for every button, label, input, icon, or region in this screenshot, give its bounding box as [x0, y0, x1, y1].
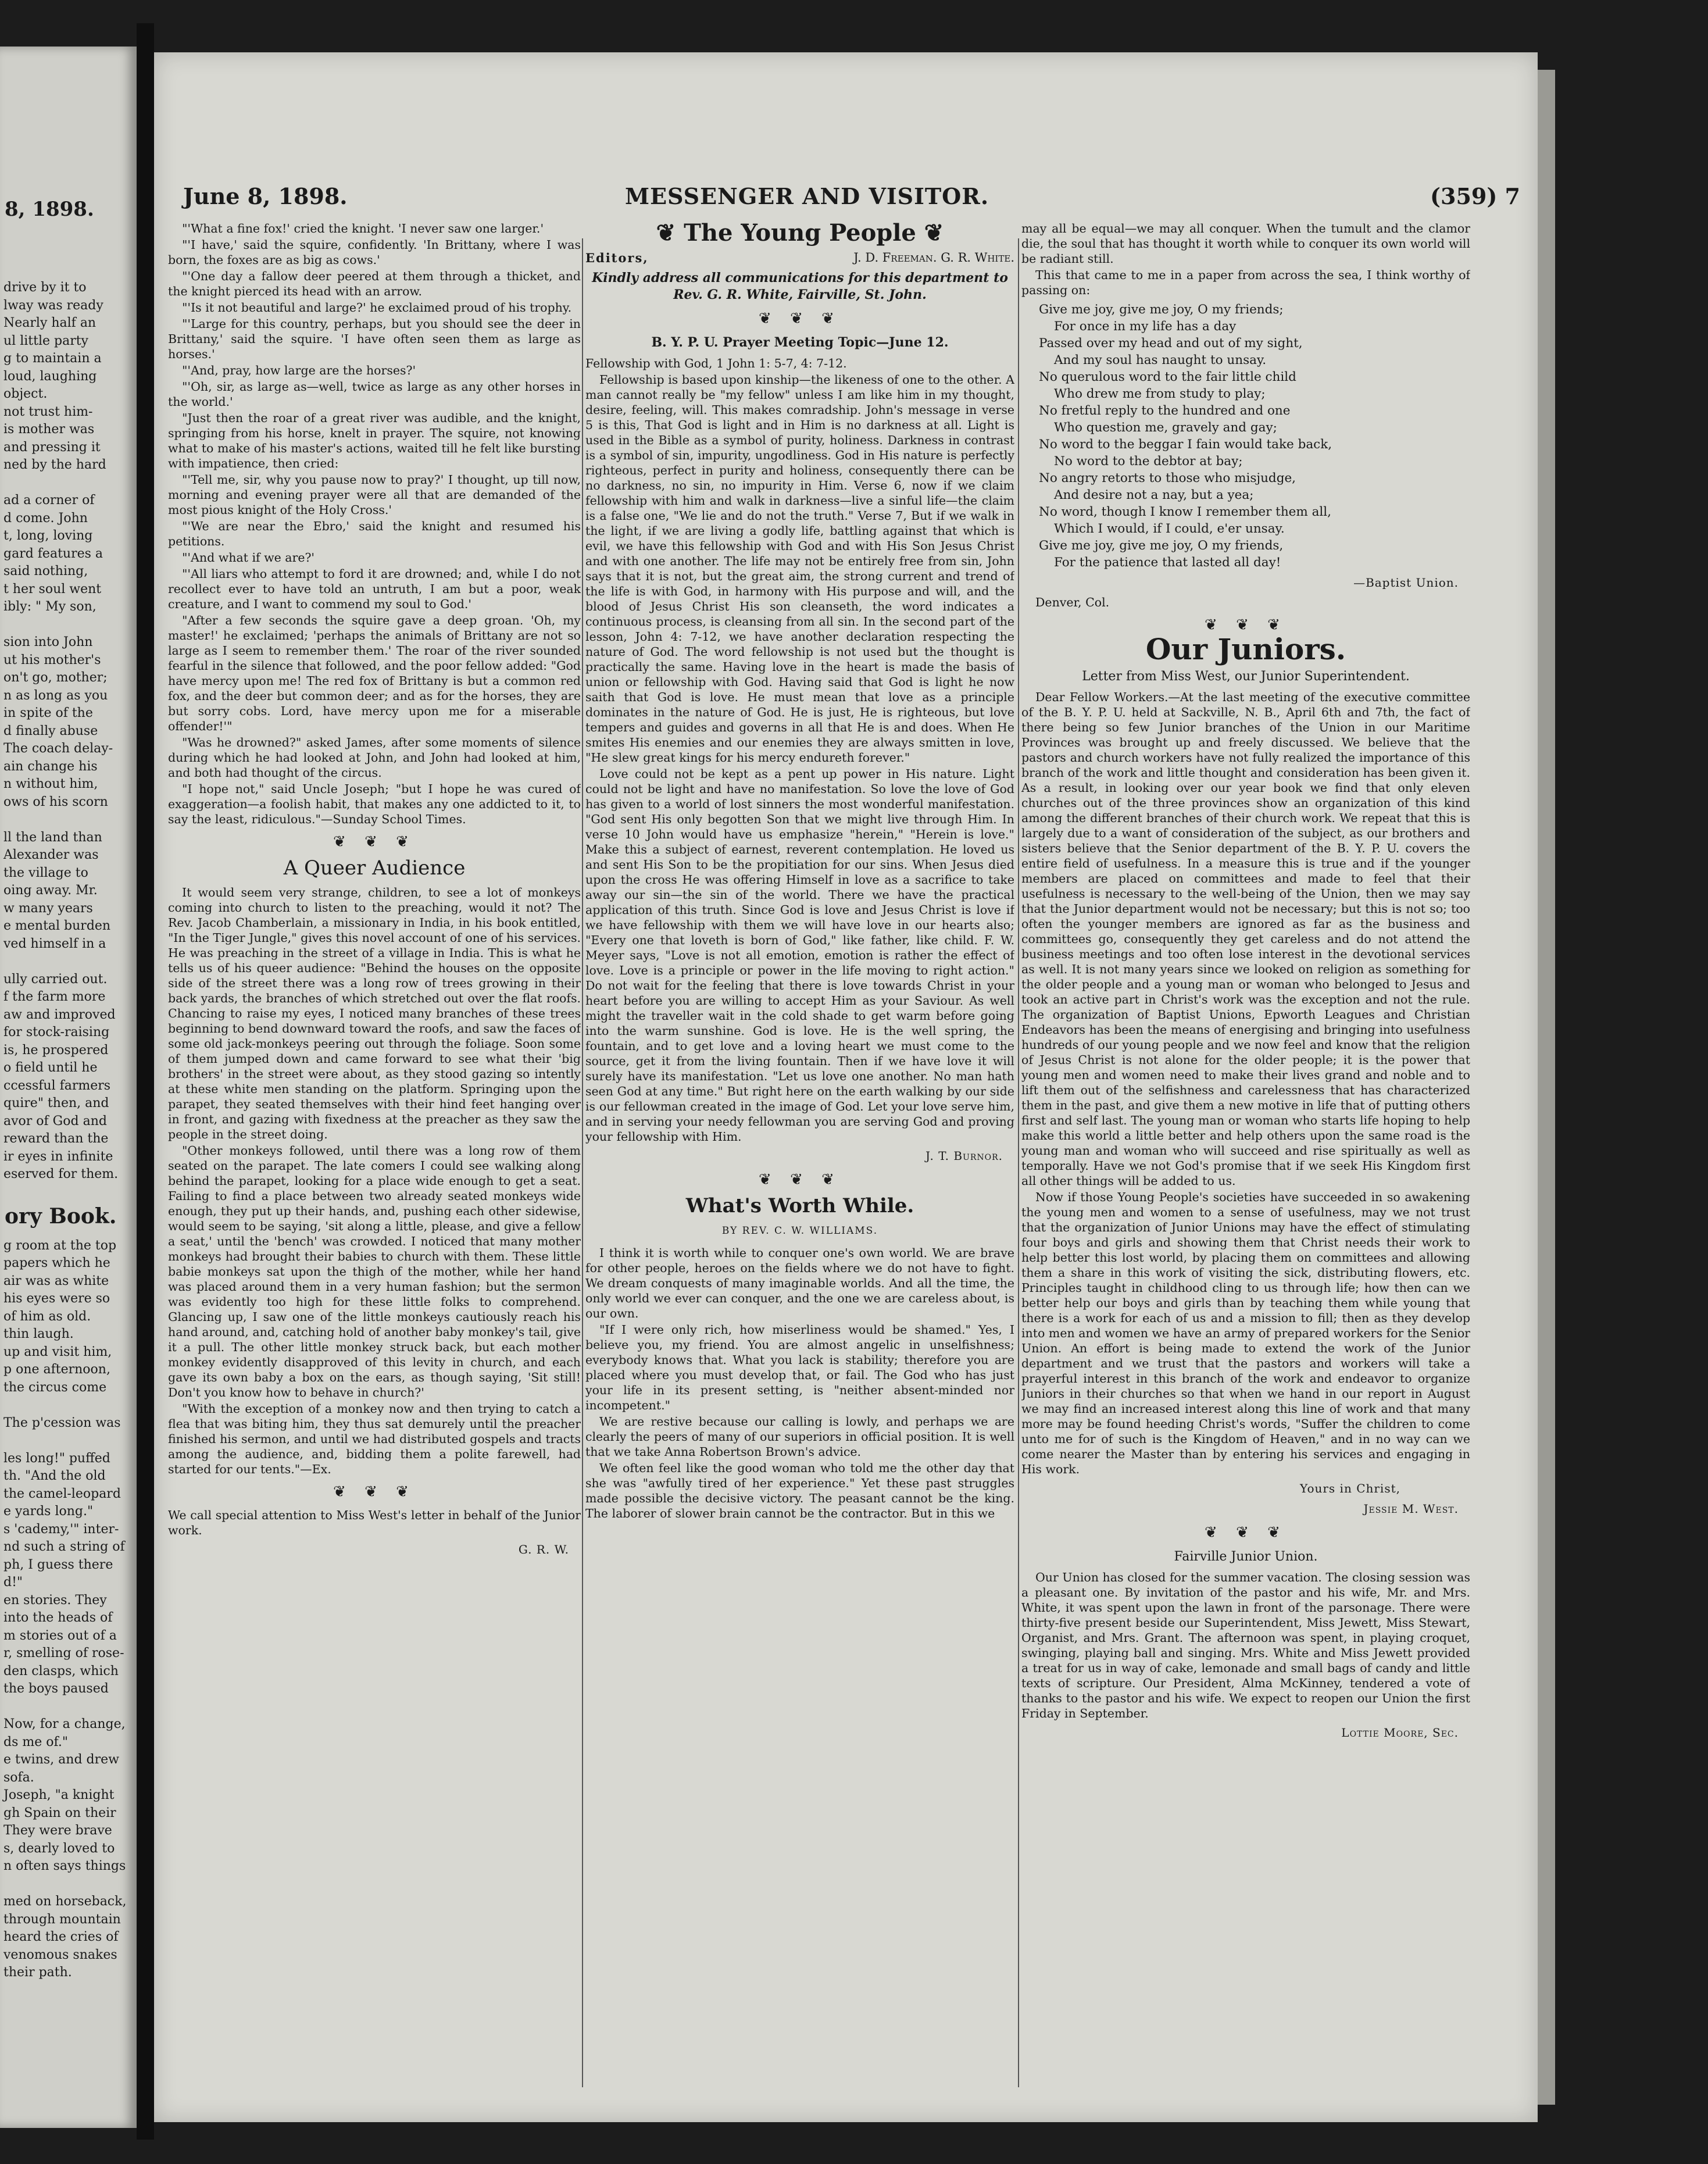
- closing-note: We call special attention to Miss West's letter in behalf of the Junior work.: [168, 1508, 581, 1537]
- text-line: w many years: [3, 901, 93, 916]
- closing-signature: G. R. W.: [518, 1542, 569, 1556]
- text-line: m stories out of a: [3, 1628, 117, 1643]
- young-people-section-title: ❦ The Young People ❦: [656, 221, 944, 247]
- paragraph: "If I were only rich, how miserliness would be shamed." Yes, I believe you, my friend. You are almost angelic in unselfishness; everybody knows that. What you lack is stability; therefore you are placed where you must develop that, or fail. The God who has just your life in its present setting, is "neither absent-minded nor incompetent.": [585, 1323, 1014, 1412]
- column-rule-1: [582, 238, 583, 2087]
- prayer-topic-article: [585, 372, 1014, 1144]
- text-line: r, smelling of rose-: [3, 1646, 124, 1661]
- text-line: e mental burden: [3, 919, 111, 933]
- paragraph: "'And what if we are?': [182, 551, 315, 565]
- poem-line: Give me joy, give me joy, O my friends;: [1039, 302, 1284, 317]
- text-line: o field until he: [3, 1060, 98, 1075]
- editors-label: Editors,: [585, 251, 649, 265]
- text-line: loud, laughing: [3, 369, 97, 384]
- text-line: through mountain: [3, 1912, 121, 1927]
- text-line: venomous snakes: [3, 1947, 117, 1962]
- text-line: ut his mother's: [3, 652, 101, 667]
- text-line: up and visit him,: [3, 1344, 112, 1359]
- text-line: is mother was: [3, 422, 95, 437]
- text-line: d come. John: [3, 510, 88, 526]
- poem-line: For the patience that lasted all day!: [1054, 555, 1281, 570]
- text-line: [0, 1432, 137, 1450]
- text-line: heard the cries of: [3, 1930, 119, 1944]
- text-line: den clasps, which: [3, 1663, 119, 1679]
- text-line: ully carried out.: [3, 972, 108, 987]
- text-line: en stories. They: [3, 1592, 107, 1608]
- address-note: Kindly address all communications for this department to Rev. G. R. White, Fairville, St. John.: [592, 270, 1008, 302]
- text-line: g to maintain a: [3, 351, 102, 366]
- paragraph: We often feel like the good woman who told me the other day that she was "awfully tired of her experience." Yet these past struggles made possible the decisive victory. The peasant cannot be the king. The laborer of slower brain cannot be the contractor. But in this we: [585, 1461, 1014, 1520]
- text-line: ul little party: [3, 333, 88, 348]
- column-3: [1021, 221, 1470, 2116]
- paragraph: "'And, pray, how large are the horses?': [182, 363, 416, 377]
- text-line: sofa.: [3, 1770, 34, 1785]
- text-line: [0, 1397, 137, 1415]
- text-line: s 'cademy,'" inter-: [3, 1522, 119, 1537]
- poem-line: And desire not a nay, but a yea;: [1054, 488, 1254, 502]
- dingbat-ornament: ❦ ❦ ❦: [1205, 616, 1287, 634]
- text-line: e twins, and drew: [3, 1752, 119, 1767]
- text-line: ds me of.": [3, 1734, 68, 1749]
- left-page-header: 8, 1898.: [5, 198, 94, 221]
- text-line: oing away. Mr.: [3, 883, 98, 898]
- letter-closing: Yours in Christ,: [1299, 1481, 1400, 1495]
- text-line: is, he prospered: [3, 1042, 109, 1058]
- text-line: in spite of the: [3, 706, 93, 720]
- fairville-title: Fairville Junior Union.: [1174, 1549, 1318, 1564]
- text-line: ad a corner of: [3, 493, 95, 508]
- page-edge: [1538, 70, 1555, 2105]
- text-line: gh Spain on their: [3, 1805, 116, 1820]
- text-line: reward than the: [3, 1131, 109, 1146]
- dingbat-ornament: ❦ ❦ ❦: [333, 1483, 416, 1501]
- poem-line: Which I would, if I could, e'er unsay.: [1054, 522, 1285, 536]
- text-line: Nearly half an: [3, 316, 97, 330]
- text-line: of him as old.: [3, 1309, 91, 1324]
- text-line: [0, 474, 137, 492]
- text-line: th. "And the old: [3, 1469, 106, 1483]
- text-line: the circus come: [3, 1380, 107, 1395]
- text-line: ibly: " My son,: [3, 599, 97, 614]
- text-line: gard features a: [3, 546, 103, 561]
- prayer-topic-title: B. Y. P. U. Prayer Meeting Topic—June 12.: [651, 335, 949, 350]
- text-line: ph, I guess there: [3, 1557, 113, 1572]
- text-line: eserved for them.: [3, 1167, 119, 1181]
- text-line: not trust him-: [3, 404, 93, 419]
- text-line: They were brave: [3, 1823, 112, 1838]
- text-line: [0, 616, 137, 634]
- paragraph: "With the exception of a monkey now and then trying to catch a flea that was biting him, they thus sat demurely until the preacher finished his sermon, and until we had distributed gospels and tracts among the audience, and, bidding them a polite farewell, had started for our tents."—Ex.: [168, 1402, 581, 1476]
- fairville-report: Our Union has closed for the summer vacation. The closing session was a pleasant one. By invitation of the pastor and his wife, Mr. and Mrs. White, it was spent upon the lawn in front of the parsonage. There were thirty-five present beside our Superintendent, Miss Jewett, Miss Stewart, Organist, and Mrs. Grant. The afternoon was spent, in playing croquet, swinging, playing ball and singing. Mrs. White and Miss Jewett provided a treat for us in way of cake, lemonade and small bags of candy and little texts of scripture. Our President, Alma McKinney, tendered a vote of thanks to the pastor and his wife. We expect to reopen our Union the first Friday in September.: [1021, 1570, 1470, 1720]
- text-line: [0, 1698, 137, 1716]
- paragraph: "Was he drowned?" asked James, after some moments of silence during which he had looked at John, and John had looked at him, and both had thought of the circus.: [168, 735, 581, 780]
- dingbat-ornament: ❦ ❦ ❦: [333, 833, 416, 851]
- paragraph: Love could not be kept as a pent up power in His nature. Light could not be light and have no manifestation. So love the love of God has given to a world of lost sinners the most wonderful manifestation. "God sent His only begotten Son that we might live through Him. In verse 10 John would have us emphasize "herein," "Herein is love." Make this a subject of earnest, reverent contemplation. He loved us and sent His Son to be the propitiation for our sins. When Jesus died upon the cross He was offering Himself in love as a sacrifice to take away our sin—the sin of the world. There we have the practical application of this truth. Since God is love and Jesus Christ is love if we have fellowship with them we will have love in our hearts also; "Every one that loveth is born of God," like father, like child. F. W. Meyer says, "Love is not all emotion, emotion is rather the effect of love. Love is a principle or power in the life moving to right action." Do not wait for the feeling that there is love towards Christ in your heart before you are willing to accept Him as your Saviour. As well might the traveller wait in the cold shade to get warm before going into the warm sunshine. God is love. He is the well spring, the fountain, and to get love and a loving heart we must come to the source, get it from the living fountain. Then if we have love it will surely have its manifestation. "Let us love one another. No man hath seen God at any time." But right here on the earth walking by our side is our fellowman created in the image of God. Let your love serve him, and in serving your needy fellowman you are serving God and proving your fellowship with Him.: [585, 767, 1014, 1144]
- text-line: papers which he: [3, 1256, 110, 1270]
- paragraph: "'What a fine fox!' cried the knight. 'I never saw one larger.': [182, 222, 544, 235]
- text-line: lway was ready: [3, 298, 103, 313]
- dingbat-ornament: ❦ ❦ ❦: [1205, 1524, 1287, 1541]
- poem-line: For once in my life has a day: [1054, 319, 1237, 334]
- poem-line: No word to the debtor at bay;: [1054, 454, 1243, 469]
- text-line: [0, 953, 137, 971]
- text-line: air was as white: [3, 1273, 109, 1288]
- paragraph: "'Large for this country, perhaps, but you should see the deer in Brittany,' said the squire. 'I have often seen them as large as horses.': [168, 317, 581, 361]
- poem-line: Who drew me from study to play;: [1054, 387, 1266, 401]
- paragraph: "I hope not," said Uncle Joseph; "but I hope he was cured of exaggeration—a foolish habit, that makes any one addicted to it, to say the least, ridiculous."—Sunday School Times.: [168, 782, 581, 826]
- text-line: ain change his: [3, 759, 98, 774]
- editors-line: [585, 249, 1014, 266]
- queer-audience-title: A Queer Audience: [283, 856, 466, 880]
- prayer-topic-signature: J. T. Burnor.: [926, 1149, 1003, 1163]
- editors-names: J. D. Freeman. G. R. White.: [853, 251, 1014, 265]
- juniors-letter: [1021, 690, 1470, 1477]
- paragraph: "Other monkeys followed, until there was a long row of them seated on the parapet. The late comers I could see walking along behind the parapet, looking for a place wide enough to get a seat. Failing to find a place between two already seated monkeys wide enough, they put up their hands, and, pushing each other sidewise, would seem to be saying, 'sit along a little, please, and give a fellow a seat,' until the 'bench' was crowded. I noticed that many mother monkeys had brought their babies to church with them. These little babie monkeys sat upon the thigh of the mother, while her hand was placed around them in a very human fashion; but the sermon was evidently too high for these little folks to comprehend. Glancing up, I saw one of the little monkeys cautiously reach his hand around, and, catching hold of another baby monkey's tail, give it a pull. The other little monkey struck back, but each mother monkey evidently disapproved of this levity in church, and each gave its own baby a box on the ears, as though saying, 'Sit still! Don't you know how to behave in church?': [168, 1144, 581, 1399]
- text-line: nd such a string of: [3, 1540, 125, 1554]
- paragraph: Now if those Young People's societies have succeeded in so awakening the young men and women to a sense of usefulness, may we not trust that the organization of Junior Unions may have the effect of stimulating four boys and girls and showing them that Christ needs their work to help better this lost world, by placing them on committees and allowing them a share in this work of visiting the sick, distributing flowers, etc. Principles taught in childhood cling to us through life; how then can we better help our boys and girls than by teaching them while young that there is a work for each of us and a mission to fill; then as they develop into men and women we have an army of prepared workers for the Senior Union. An effort is being made to extend the work of the Junior department and we trust that the pastors and workers will take a prayerful interest in this branch of the work and endeavor to organize Juniors in their churches so that when we hand in our report in August we may find an increased interest along this line of work and that many more may be found heeding Christ's words, "Suffer the children to come unto me for of such is the Kingdom of Heaven," and in no way can we come nearer the Master than by entering his services and engaging in His work.: [1021, 1190, 1470, 1476]
- text-line: for stock-raising: [3, 1025, 110, 1040]
- paragraph: "'Oh, sir, as large as—well, twice as large as any other horses in the world.': [168, 380, 581, 409]
- paragraph: It would seem very strange, children, to see a lot of monkeys coming into church to listen to the preaching, would it not? The Rev. Jacob Chamberlain, a missionary in India, in his book entitled, "In the Tiger Jungle," gives this novel account of one of his services. He was preaching in the street of a village in India. This is what he tells us of his queer audience: "Behind the houses on the opposite side of the street there was a long row of trees growing in their back yards, the branches of which stretched out over the flat roofs. Chancing to raise my eyes, I noticed many branches of these trees beginning to bend downward toward the roofs, and saw the faces of some old jack-monkeys peering out through the foliage. Soon some of them jumped down and came forward to see what their 'big brothers' in the street were about, as they stood gazing so intently at these white men standing on the platform. Springing upon the parapet, they seated themselves with their hind feet hanging over in front, and gazing with fixedness at the preacher as they saw the people in the street doing.: [168, 885, 581, 1141]
- newspaper-page: [154, 52, 1538, 2122]
- text-line: [0, 811, 137, 829]
- text-line: thin laugh.: [3, 1327, 74, 1341]
- text-line: t, long, loving: [3, 528, 93, 543]
- text-line: d!": [3, 1575, 23, 1590]
- text-line: Joseph, "a knight: [3, 1788, 115, 1802]
- poem: [1021, 301, 1470, 571]
- text-line: ned by the hard: [3, 458, 106, 472]
- masthead-title: MESSENGER AND VISITOR.: [625, 183, 989, 209]
- text-line: med on horseback,: [3, 1894, 127, 1909]
- book-gutter: [137, 23, 154, 2140]
- paragraph: We are restive because our calling is lowly, and perhaps we are clearly the peers of many of our superiors in official position. It is well that we take Anna Robertson Brown's advice.: [585, 1415, 1014, 1459]
- poem-line: Who question me, gravely and gay;: [1054, 420, 1277, 435]
- paragraph: "'Tell me, sir, why you pause now to pray?' I thought, up till now, morning and evening prayer were all that are demanded of the most pious knight of the Holy Cross.': [168, 473, 581, 517]
- poem-line: No word to the beggar I fain would take back,: [1039, 437, 1332, 452]
- worth-while-continuation: may all be equal—we may all conquer. When the tumult and the clamor die, the soul that has thought it worth while to conquer its own world will be radiant still.: [1021, 222, 1470, 266]
- paragraph: I think it is worth while to conquer one's own world. We are brave for other people, heroes on the fields where we do not have to fight. We dream conquests of many imaginable worlds. And all the time, the only world we ever can conquer, and the one we are careless about, is our own.: [585, 1246, 1014, 1320]
- worth-while-title: What's Worth While.: [685, 1194, 914, 1217]
- text-line: [0, 1876, 137, 1894]
- place-line: Denver, Col.: [1035, 595, 1110, 609]
- text-line: n as long as you: [3, 688, 108, 703]
- text-line: quire" then, and: [3, 1096, 109, 1110]
- text-line: p one afternoon,: [3, 1362, 110, 1377]
- text-line: said nothing,: [3, 564, 88, 579]
- paragraph: "After a few seconds the squire gave a deep groan. 'Oh, my master!' he exclaimed; 'perhaps the animals of Brittany are not so large as I seem to remember them.' The roar of the river sounded fearful in the silence that followed, and the poor fellow added: "God have mercy upon me! The red fox of Brittany is but a common red fox, and the deer but common deer; and as for the horses, they are but sorry cobs. Lord, have mercy upon me for a miserable offender!'": [168, 613, 581, 733]
- paragraph: Dear Fellow Workers.—At the last meeting of the executive committee of the B. Y. P. U. held at Sackville, N. B., April 6th and 7th, the fact of there being so few Junior branches of the Union in our Maritime Provinces was brought up and freely discussed. We believe that the pastors and church workers have not fully realized the importance of this branch of the work and little thought and consideration has been given it. As a result, in looking over our year book we find that only eleven churches out of the three provinces show an organization of this kind among the different branches of their church work. We repeat that this is largely due to a want of consideration of the subject, as our brothers and sisters believe that the Senior department of the B. Y. P. U. covers the entire field of usefulness. In a measure this is true and if the younger members are placed on committees and made to feel that their usefulness is necessary to the well-being of the Union, then we may say that the Junior department would not be necessary; but this is not so; too often the younger members are ignored as far as the business and committees go, consequently they get careless and do not attend the business meetings and too often lose interest in the devotional services as well. It is not many years since we looked on religion as something for the older people and a young man or woman who belonged to Jesus and took an active part in Christ's work was the exception and not the rule. The organization of Baptist Unions, Epworth Leagues and Christian Endeavors has been the means of energising and bringing into usefulness hundreds of our young people and we now feel and know that the religion of Jesus Christ is not alone for the older people; it is the power that young men and women need to make their lives grand and noble and to lift them out of the selfishness and carelessness that has characterized them in the past, and give them a new motive in life that of putting others first and self last. The young man or woman who starts life hoping to help make this world a little better and help others upon the same road is the young man and woman who will succeed and rise spiritually as well as temporally. Have we not God's promise that if we seek His Kingdom first all other things will be added to us.: [1021, 690, 1470, 1188]
- text-line: and pressing it: [3, 440, 101, 455]
- worth-while-byline: BY REV. C. W. WILLIAMS.: [721, 1225, 878, 1237]
- text-line: ll the land than: [3, 830, 102, 845]
- text-line: into the heads of: [3, 1610, 113, 1625]
- left-page-book-heading: ory Book.: [5, 1204, 117, 1229]
- poem-line: Passed over my head and out of my sight,: [1039, 336, 1303, 351]
- poem-line: No angry retorts to those who misjudge,: [1039, 471, 1296, 485]
- text-line: ved himself in a: [3, 936, 106, 951]
- text-line: the village to: [3, 865, 88, 880]
- worth-while-article: [585, 1245, 1014, 1521]
- paragraph: "Just then the roar of a great river was audible, and the knight, springing from his horse, knelt in prayer. The squire, not knowing what to make of his master's actions, waited till he felt like bursting with impatience, then cried:: [168, 411, 581, 470]
- text-line: ir eyes in infinite: [3, 1149, 113, 1164]
- text-line: f the farm more: [3, 990, 106, 1004]
- queer-audience-article: [168, 885, 581, 1477]
- left-facing-page: [0, 47, 137, 2128]
- text-line: ccessful farmers: [3, 1078, 111, 1093]
- paragraph: Fellowship is based upon kinship—the likeness of one to the other. A man cannot really be "my fellow" unless I am like him in my thought, desire, feeling, will. This makes comradship. John's message in verse 5 is this, That God is light and in Him is no darkness at all. Light is used in the Bible as a symbol of purity, holiness. Darkness in contrast is a symbol of sin, impurity, ungodliness. God in His nature is perfectly righteous, perfect in purity and holiness, consequently there can be no darkness, no sin, no impurity in Him. Verse 6, now if we claim fellowship with him and walk in darkness—live a sinful life—the claim is a false one, "We lie and do not the truth." Verse 7, But if we walk in the light, if we are living a godly life, battling against that which is evil, we have this fellowship with God and with His Son Jesus Christ and with one another. The life may not be entirely free from sin, John says that it is not, but the great aim, the strong current and trend of the life is with God, in harmony with His purpose and will, and the blood of Jesus Christ His son cleanseth, the word indicates a continuous process, is cleansing from all sin. In the second part of the lesson, John 4: 7-12, we have another declaration respecting the nature of God. The word fellowship is not used but the thought is practically the same. Having love in the heart is made the basis of union or fellowship with God. Having said that God is light he now saith that God is love. He must mean that love as a principle dominates in the nature of God. He is just, He is righteous, but love tempers and guides and governs in all that He is and does. When He smites His enemies and our enemies they are always smitten in love, "He slew great kings for his mercy endureth forever.": [585, 373, 1014, 765]
- text-line: object.: [3, 387, 48, 401]
- paragraph: "'I have,' said the squire, confidently. 'In Brittany, where I was born, the foxes are as big as cows.': [168, 238, 581, 267]
- text-line: n without him,: [3, 777, 98, 791]
- paragraph: "'One day a fallow deer peered at them through a thicket, and the knight pierced its head with an arrow.: [168, 269, 581, 298]
- text-line: aw and improved: [3, 1007, 116, 1022]
- text-line: avor of God and: [3, 1113, 107, 1129]
- column-2: [585, 221, 1014, 2116]
- fairville-signature: Lottie Moore, Sec.: [1341, 1726, 1459, 1740]
- prayer-topic-reference: Fellowship with God, 1 John 1: 5-7, 4: 7-12.: [585, 356, 847, 370]
- text-line: The coach delay-: [3, 741, 113, 756]
- letter-signature: Jessie M. West.: [1363, 1502, 1459, 1516]
- masthead: [183, 183, 1520, 218]
- poem-line: No fretful reply to the hundred and one: [1039, 403, 1291, 418]
- text-line: on't go, mother;: [3, 670, 108, 685]
- text-line: sion into John: [3, 635, 93, 649]
- text-line: e yards long.": [3, 1504, 94, 1519]
- poem-source: —Baptist Union.: [1353, 576, 1459, 590]
- text-line: Alexander was: [3, 848, 99, 862]
- column-rule-2: [1018, 238, 1019, 2087]
- paragraph: "'Is it not beautiful and large?' he exclaimed proud of his trophy.: [182, 301, 572, 315]
- text-line: The p'cession was: [3, 1415, 121, 1430]
- left-page-fragments-top: [0, 279, 137, 1184]
- text-line: Now, for a change,: [3, 1717, 126, 1731]
- juniors-subtitle: Letter from Miss West, our Junior Superintendent.: [1082, 669, 1410, 684]
- text-line: the boys paused: [3, 1681, 109, 1696]
- text-line: d finally abuse: [3, 723, 98, 738]
- column-1: [168, 221, 581, 2116]
- poem-intro: This that came to me in a paper from across the sea, I think worthy of passing on:: [1021, 268, 1470, 297]
- poem-line: Give me joy, give me joy, O my friends,: [1039, 538, 1284, 553]
- poem-line: No word, though I know I remember them all,: [1039, 505, 1332, 519]
- poem-line: And my soul has naught to unsay.: [1054, 353, 1267, 367]
- text-line: the camel-leopard: [3, 1486, 121, 1501]
- text-line: n often says things: [3, 1859, 126, 1873]
- text-line: his eyes were so: [3, 1291, 110, 1306]
- text-line: g room at the top: [3, 1238, 117, 1253]
- text-line: t her soul went: [3, 581, 102, 597]
- our-juniors-title: Our Juniors.: [1145, 632, 1346, 666]
- masthead-date: June 8, 1898.: [183, 183, 348, 209]
- left-page-fragments-bottom: [0, 1237, 137, 1982]
- masthead-page-number: (359) 7: [1430, 183, 1520, 209]
- paragraph: "'We are near the Ebro,' said the knight and resumed his petitions.: [168, 519, 581, 548]
- text-line: s, dearly loved to: [3, 1841, 115, 1856]
- text-line: les long!" puffed: [3, 1451, 110, 1466]
- text-line: their path.: [3, 1965, 72, 1980]
- text-line: drive by it to: [3, 280, 87, 295]
- paragraph: "'All liars who attempt to ford it are drowned; and, while I do not recollect ever to have told an untruth, I am but a poor, weak creature, and I want to commend my soul to God.': [168, 567, 581, 611]
- dingbat-ornament: ❦ ❦ ❦: [759, 310, 841, 327]
- poem-line: No querulous word to the fair little child: [1039, 370, 1296, 384]
- dingbat-ornament: ❦ ❦ ❦: [759, 1171, 841, 1188]
- knight-story: [168, 221, 581, 827]
- text-line: ows of his scorn: [3, 794, 108, 809]
